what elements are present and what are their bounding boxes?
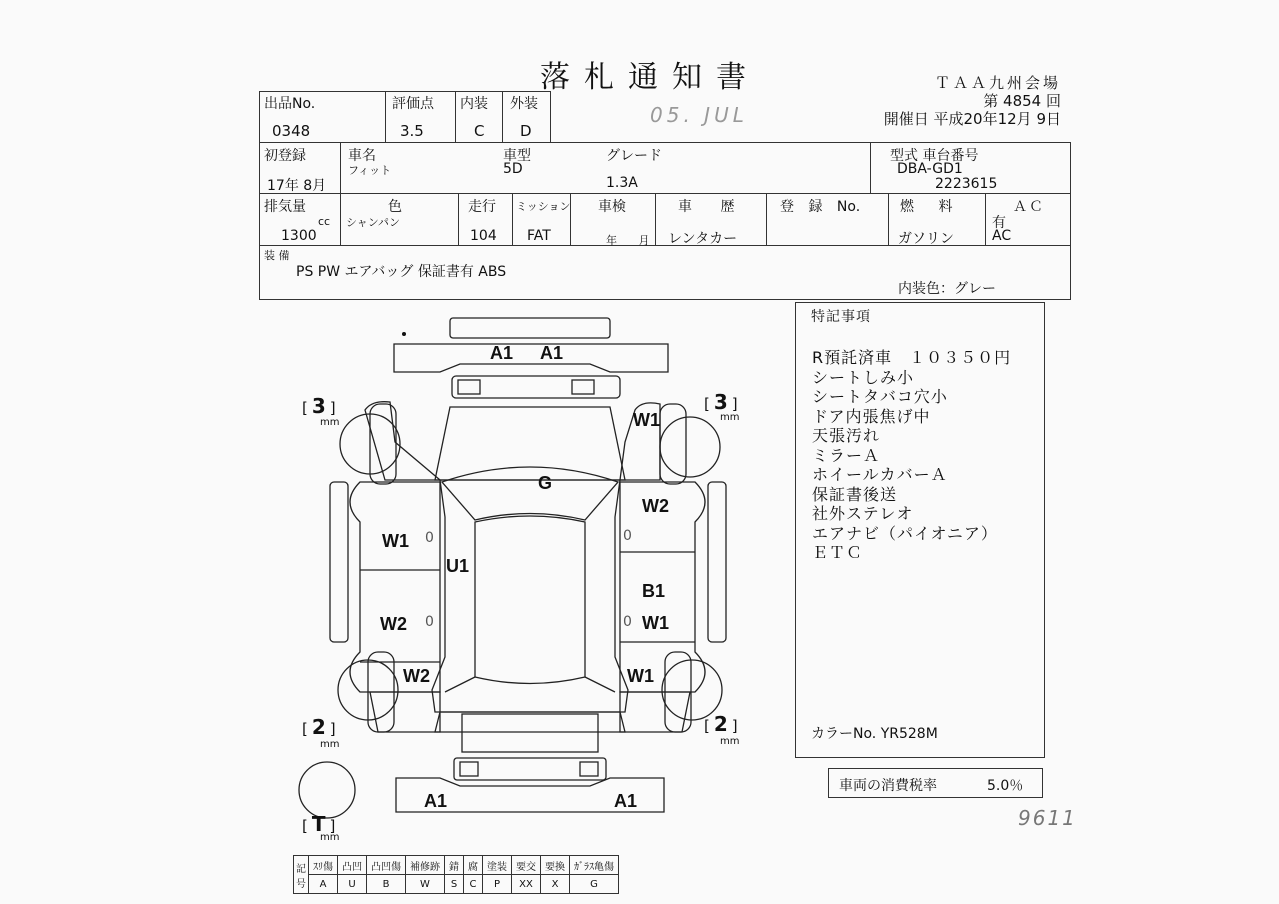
wheel-right-rear: [662, 660, 722, 720]
score-value: 3.5: [400, 122, 424, 140]
body-type-value: 5D: [503, 161, 523, 177]
color-label: 色: [388, 199, 402, 215]
mark-rear-bumper-right: A1: [614, 791, 638, 811]
mark-zero-rf: 0: [623, 528, 632, 544]
left-side-sill: [330, 482, 348, 642]
tax-box: [828, 768, 1043, 798]
exterior-label: 外装: [510, 96, 538, 112]
car-damage-diagram: [290, 312, 760, 857]
color-number: カラーNo. YR528M: [811, 726, 938, 742]
legend-code: W: [406, 875, 445, 894]
mark-right-rear-fender: W1: [627, 666, 654, 686]
mileage-value: 104: [470, 228, 497, 244]
car-name-label: 車名: [348, 148, 376, 164]
legend-code: S: [445, 875, 464, 894]
tire-depth-rf: [ 3 ]: [704, 390, 738, 414]
first-reg-label: 初登録: [264, 148, 306, 164]
note-line: エアナビ（パイオニア）: [812, 523, 998, 543]
legend-header: 補修跡: [406, 856, 445, 875]
mark-windshield: G: [538, 473, 553, 493]
legend-code: XX: [512, 875, 541, 894]
note-line: 保証書後送: [812, 484, 898, 504]
rear-garnish: [454, 758, 606, 780]
exterior-grade: D: [520, 122, 532, 140]
fuel-label: 燃 料: [900, 199, 953, 215]
spare-tire: [299, 762, 355, 818]
inspection-label: 車検: [598, 199, 626, 215]
tire-depth-spare: [ T ]: [302, 812, 336, 836]
interior-color: 内装色：グレー: [898, 281, 996, 297]
model-code: DBA-GD1: [897, 161, 963, 177]
registration-label: 登 録 No.: [780, 199, 861, 215]
history-label: 車 歴: [678, 199, 735, 215]
tire-depth-lf: [ 3 ]: [302, 394, 336, 418]
tire-unit-lf: mm: [320, 417, 340, 428]
left-front-fender: [365, 402, 440, 480]
roof: [475, 516, 585, 684]
note-line: ドア内張焦げ中: [812, 406, 931, 426]
notes-title: 特記事項: [811, 309, 871, 325]
note-line: ＥＴＣ: [812, 543, 864, 562]
cc-unit: cc: [318, 215, 331, 228]
venue: ＴＡＡ九州会場: [934, 74, 1061, 92]
tire-depth-rr: [ 2 ]: [704, 712, 738, 736]
mark-rear-bumper-left: A1: [424, 791, 448, 811]
legend-header: ｽﾘ傷: [309, 856, 338, 875]
tax-value: 5.0％: [987, 778, 1024, 794]
equipment-text: PS PW エアバッグ 保証書有 ABS: [296, 264, 507, 280]
mission-label: ミッション: [516, 200, 571, 213]
mark-zero-lr: 0: [425, 614, 434, 630]
interior-grade: C: [474, 122, 485, 140]
legend-header: 錆: [445, 856, 464, 875]
tire-depth-lr: [ 2 ]: [302, 715, 336, 739]
fuel-value: ガソリン: [898, 231, 954, 247]
front-grille: [452, 376, 620, 398]
tire-unit-rf: mm: [720, 412, 740, 423]
displacement-label: 排気量: [264, 199, 306, 215]
mark-front-bumper-right: A1: [540, 343, 564, 363]
tire-unit-rr: mm: [720, 736, 740, 747]
body-type-label: 車型: [503, 148, 531, 164]
lot-number: 0348: [272, 122, 311, 140]
legend-header: 要換: [541, 856, 570, 875]
mark-right-rear-door-b: B1: [642, 581, 666, 601]
grade-label: グレード: [606, 148, 662, 164]
hood: [435, 407, 625, 480]
legend-header: 要交: [512, 856, 541, 875]
left-rear-quarter: [370, 692, 440, 732]
car-name-value: フィット: [348, 164, 392, 177]
special-notes-box: [795, 302, 1045, 758]
notes-list: [812, 348, 1011, 563]
legend-code: B: [367, 875, 406, 894]
chassis-number: 2223615: [935, 176, 998, 192]
history-value: レンタカー: [668, 231, 738, 247]
legend-code: P: [483, 875, 512, 894]
grade-value: 1.3A: [606, 175, 638, 191]
model-label: 型式 車台番号: [890, 148, 979, 164]
score-label: 評価点: [392, 96, 434, 112]
mark-left-rear-door: W2: [380, 614, 407, 634]
interior-label: 内装: [460, 96, 488, 112]
mark-front-bumper-left: A1: [490, 343, 514, 363]
note-line: シートしみ小: [812, 367, 915, 387]
legend-code: G: [570, 875, 619, 894]
legend-header: 凸凹: [338, 856, 367, 875]
ac-has: 有: [992, 215, 1006, 231]
mark-zero-lf: 0: [425, 530, 434, 546]
windshield: [442, 467, 618, 520]
lot-label: 出品No.: [264, 96, 316, 112]
document-title: 落札通知書: [540, 60, 760, 95]
legend-header: 塗装: [483, 856, 512, 875]
note-line: シートタバコ穴小: [812, 387, 948, 406]
legend-code: U: [338, 875, 367, 894]
inspection-value: 年 月: [606, 234, 650, 247]
handwritten-number: 9611: [1018, 806, 1077, 830]
wheel-right-front: [660, 417, 720, 477]
note-line: ホイールカバーＡ: [812, 465, 948, 484]
note-line: 社外ステレオ: [812, 504, 914, 523]
legend-header: 腐: [464, 856, 483, 875]
tax-label: 車両の消費税率: [839, 778, 937, 794]
ac-value: AC: [992, 228, 1012, 244]
first-reg-value: 17年 8月: [267, 178, 327, 194]
note-line: R預託済車 １０３５０円: [812, 348, 1012, 367]
right-rear-quarter: [620, 692, 690, 732]
legend-code: X: [541, 875, 570, 894]
legend-code: A: [309, 875, 338, 894]
mission-value: FAT: [527, 228, 551, 244]
displacement-value: 1300: [281, 228, 317, 244]
note-line: ミラーＡ: [812, 445, 881, 465]
front-bumper: [394, 344, 668, 372]
held-date: 開催日 平成20年12月 9日: [883, 110, 1061, 128]
rear-window: [462, 714, 598, 752]
legend-header: 凸凹傷: [367, 856, 406, 875]
right-side-sill: [708, 482, 726, 642]
front-bumper-top: [450, 318, 610, 338]
session-number: 第 4854 回: [983, 92, 1061, 110]
mark-right-front-door: W2: [642, 496, 669, 516]
mark-left-front-door: W1: [382, 531, 409, 551]
mileage-label: 走行: [468, 199, 496, 215]
tire-unit-spare: mm: [320, 832, 340, 843]
color-value: シャンパン: [346, 216, 401, 229]
mark-left-rear-fender: W2: [403, 666, 430, 686]
damage-code-legend: [293, 855, 619, 894]
mark-right-front-fender: W1: [633, 410, 660, 430]
tire-unit-lr: mm: [320, 739, 340, 750]
legend-header: ｶﾞﾗｽ亀傷: [570, 856, 619, 875]
mark-right-rear-door-w: W1: [642, 613, 669, 633]
note-line: 天張汚れ: [812, 426, 881, 445]
mark-roof: U1: [446, 556, 470, 576]
mark-zero-rr: 0: [623, 614, 632, 630]
date-stamp: 05. JUL: [650, 103, 748, 127]
ac-label: ＡＣ: [1013, 199, 1045, 215]
legend-side-label: 記号: [294, 856, 309, 894]
legend-code: C: [464, 875, 483, 894]
equipment-label: 装 備: [264, 249, 290, 262]
